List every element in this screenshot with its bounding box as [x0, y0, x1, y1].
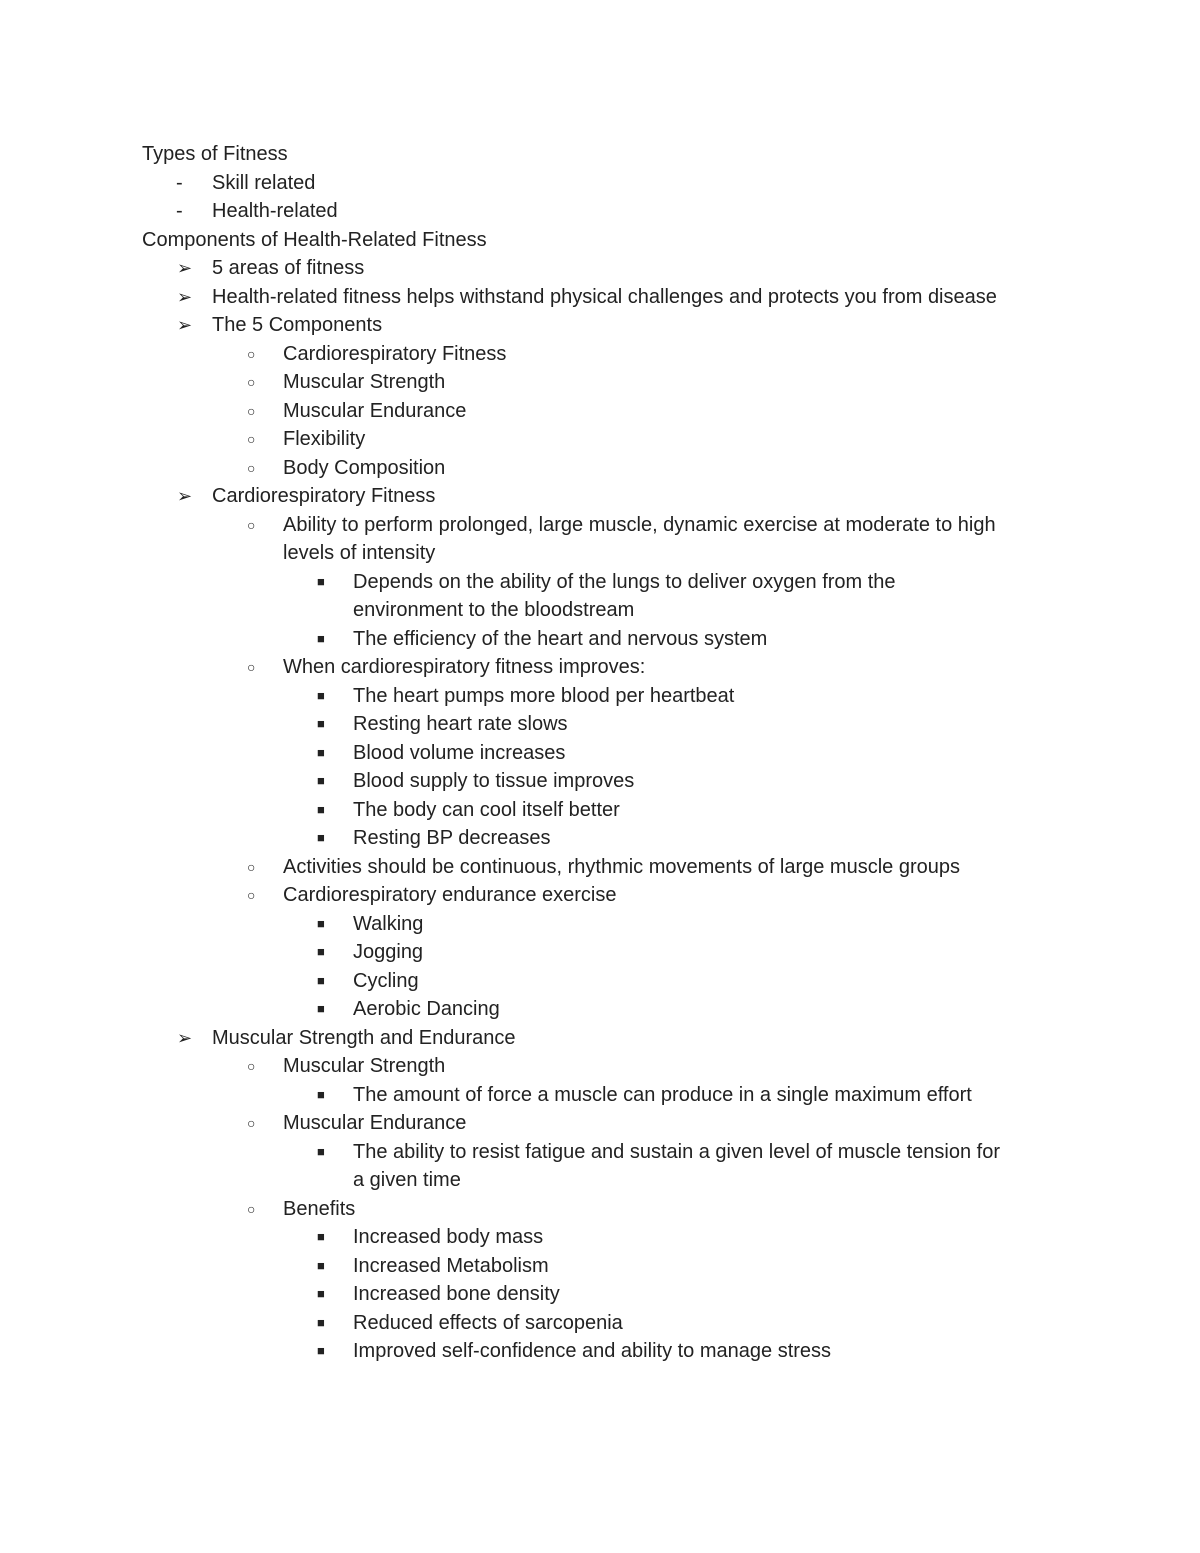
list-item [0, 596, 1200, 625]
list-item-text: Reduced effects of sarcopenia [353, 1311, 623, 1334]
list-item [0, 283, 1200, 312]
list-item [0, 1166, 1200, 1195]
list-item [0, 625, 1200, 654]
list-item-text: Skill related [212, 171, 316, 194]
square-bullet-icon: ■ [317, 801, 325, 817]
list-item-text: Flexibility [283, 428, 366, 450]
list-item-text: Blood volume increases [353, 741, 566, 764]
list-item-text: The 5 Components [212, 314, 383, 336]
list-item [0, 311, 1200, 340]
list-item-text: Aerobic Dancing [353, 998, 500, 1020]
list-item-text: Muscular Endurance [283, 399, 467, 422]
list-item [0, 1252, 1200, 1281]
list-item-text: Health-related [212, 200, 338, 222]
section-heading [0, 140, 1200, 169]
square-bullet-icon: ■ [317, 1257, 325, 1273]
square-bullet-icon: ■ [317, 744, 325, 760]
list-item [0, 995, 1200, 1024]
list-item-text: Increased Metabolism [353, 1254, 549, 1277]
circle-bullet-icon: ○ [247, 887, 256, 903]
list-item [0, 1109, 1200, 1138]
list-item-text: The ability to resist fatigue and sustain a given level of muscle tension for [353, 1140, 1001, 1163]
circle-bullet-icon: ○ [247, 345, 256, 362]
list-item [0, 425, 1200, 454]
list-item [0, 910, 1200, 939]
list-item-text: Improved self-confidence and ability to manage stress [353, 1340, 832, 1362]
list-item-text: Increased body mass [353, 1226, 544, 1248]
document-body [0, 140, 1200, 1366]
square-bullet-icon: ■ [317, 716, 325, 731]
circle-bullet-icon: ○ [247, 659, 256, 675]
circle-bullet-icon: ○ [247, 431, 256, 447]
list-item-text: Cycling [353, 969, 419, 992]
heading-text: Types of Fitness [142, 143, 288, 165]
list-item [0, 767, 1200, 796]
list-item [0, 796, 1200, 825]
list-item [0, 1280, 1200, 1309]
list-item [0, 1195, 1200, 1224]
square-bullet-icon: ■ [317, 1343, 325, 1358]
list-item [0, 397, 1200, 426]
dash-bullet-icon: - [176, 200, 183, 222]
square-bullet-icon: ■ [317, 1086, 325, 1102]
circle-bullet-icon: ○ [247, 1115, 256, 1131]
circle-bullet-icon: ○ [247, 1200, 256, 1217]
square-bullet-icon: ■ [317, 573, 325, 589]
list-item [0, 710, 1200, 739]
arrow-bullet-icon: ➢ [177, 315, 193, 335]
list-item-text: Walking [353, 912, 424, 935]
circle-bullet-icon: ○ [247, 402, 256, 419]
list-item-text: The body can cool itself better [353, 798, 620, 821]
list-item-text: Blood supply to tissue improves [353, 770, 635, 792]
list-item [0, 1223, 1200, 1252]
circle-bullet-icon: ○ [247, 459, 256, 476]
list-item-text: Benefits [283, 1197, 356, 1220]
list-item-text: a given time [353, 1169, 461, 1191]
list-item-text: Health-related fitness helps withstand physical challenges and protects you from disease [212, 285, 997, 308]
arrow-bullet-icon: ➢ [177, 486, 193, 506]
list-item [0, 853, 1200, 882]
list-item [0, 1024, 1200, 1053]
list-item-text: Increased bone density [353, 1283, 560, 1305]
list-item [0, 169, 1200, 198]
list-item [0, 482, 1200, 511]
list-item-text: Ability to perform prolonged, large muscle, dynamic exercise at moderate to high [283, 513, 996, 536]
list-item-text: 5 areas of fitness [212, 257, 365, 279]
arrow-bullet-icon: ➢ [177, 258, 193, 278]
list-item [0, 1309, 1200, 1338]
list-item-text: levels of intensity [283, 542, 436, 564]
list-item-text: Resting BP decreases [353, 827, 551, 849]
list-item-text: Cardiorespiratory endurance exercise [283, 884, 617, 906]
square-bullet-icon: ■ [317, 687, 325, 703]
square-bullet-icon: ■ [317, 773, 325, 788]
dash-bullet-icon: - [176, 171, 183, 194]
square-bullet-icon: ■ [317, 944, 325, 959]
list-item [0, 197, 1200, 226]
square-bullet-icon: ■ [317, 972, 325, 988]
circle-bullet-icon: ○ [247, 374, 256, 390]
heading-text: Components of Health-Related Fitness [142, 228, 487, 251]
list-item [0, 1081, 1200, 1110]
list-item [0, 881, 1200, 910]
list-item-text: Muscular Endurance [283, 1112, 467, 1134]
square-bullet-icon: ■ [317, 915, 325, 931]
arrow-bullet-icon: ➢ [177, 1027, 193, 1048]
list-item-text: When cardiorespiratory fitness improves: [283, 656, 646, 678]
section-heading [0, 226, 1200, 255]
list-item [0, 454, 1200, 483]
list-item-text: Muscular Strength [283, 1055, 446, 1077]
list-item [0, 653, 1200, 682]
list-item [0, 1052, 1200, 1081]
list-item-text: The efficiency of the heart and nervous system [353, 627, 768, 650]
square-bullet-icon: ■ [317, 830, 325, 845]
square-bullet-icon: ■ [317, 1286, 325, 1301]
list-item [0, 340, 1200, 369]
list-item [0, 1337, 1200, 1366]
list-item [0, 1138, 1200, 1167]
list-item [0, 938, 1200, 967]
list-item-text: Body Composition [283, 456, 446, 479]
list-item [0, 568, 1200, 597]
list-item-text: Cardiorespiratory Fitness [283, 342, 507, 365]
list-item [0, 739, 1200, 768]
circle-bullet-icon: ○ [247, 858, 256, 875]
list-item [0, 824, 1200, 853]
square-bullet-icon: ■ [317, 1314, 325, 1330]
list-item [0, 254, 1200, 283]
list-item-text: Muscular Strength [283, 371, 446, 393]
square-bullet-icon: ■ [317, 630, 325, 646]
list-item [0, 967, 1200, 996]
circle-bullet-icon: ○ [247, 1058, 256, 1074]
list-item-text: environment to the bloodstream [353, 599, 635, 621]
list-item-text: The amount of force a muscle can produce in a single maximum effort [353, 1083, 972, 1106]
list-item-text: Muscular Strength and Endurance [212, 1026, 516, 1049]
list-item [0, 682, 1200, 711]
list-item-text: Depends on the ability of the lungs to deliver oxygen from the [353, 570, 896, 593]
square-bullet-icon: ■ [317, 1143, 325, 1159]
square-bullet-icon: ■ [317, 1229, 325, 1244]
list-item [0, 539, 1200, 568]
list-item [0, 511, 1200, 540]
list-item-text: The heart pumps more blood per heartbeat [353, 684, 735, 707]
list-item [0, 368, 1200, 397]
list-item-text: Jogging [353, 941, 424, 963]
circle-bullet-icon: ○ [247, 516, 256, 533]
square-bullet-icon: ■ [317, 1001, 325, 1016]
list-item-text: Resting heart rate slows [353, 713, 568, 735]
list-item-text: Activities should be continuous, rhythmic movements of large muscle groups [283, 855, 960, 878]
arrow-bullet-icon: ➢ [177, 286, 193, 307]
list-item-text: Cardiorespiratory Fitness [212, 485, 436, 507]
